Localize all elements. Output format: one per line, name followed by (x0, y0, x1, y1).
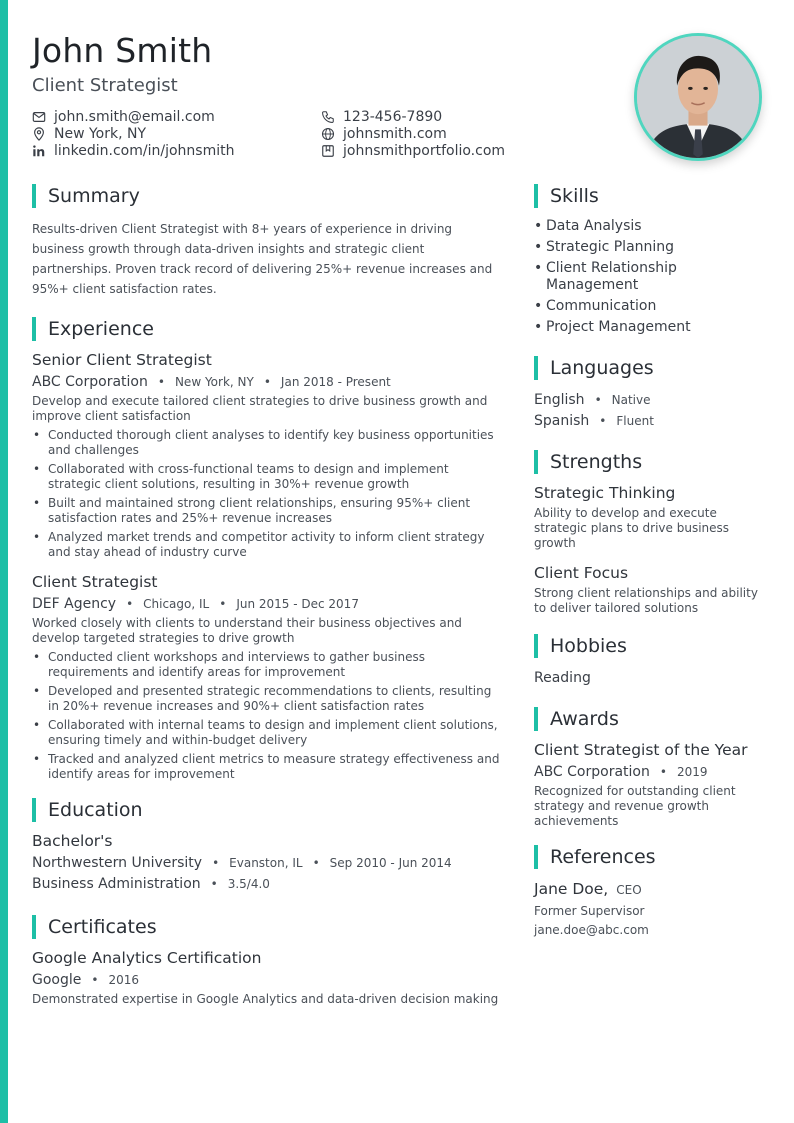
candidate-name: John Smith (32, 31, 213, 70)
separator-dot: • (312, 856, 320, 870)
skills-list (534, 218, 766, 336)
skill-item: • Client Relationship Management (534, 260, 684, 294)
section-title-summary: Summary (32, 184, 502, 208)
section-title-experience: Experience (32, 317, 502, 341)
job-dates: Jun 2015 - Dec 2017 (236, 597, 359, 611)
separator-dot: • (210, 877, 218, 891)
hobby-item (534, 669, 766, 687)
separator-dot: • (599, 414, 607, 428)
certificates-section (32, 915, 502, 1007)
strength-description: Ability to develop and execute strategic plans to drive business growth (534, 506, 730, 550)
portfolio-text: johnsmithportfolio.com (343, 142, 506, 159)
field-of-study: Business Administration (32, 876, 201, 892)
skill-item: • Data Analysis (534, 218, 766, 235)
section-title-awards: Awards (534, 707, 766, 731)
strengths-section (534, 450, 766, 616)
language-row (534, 412, 766, 430)
contact-portfolio[interactable] (321, 142, 541, 159)
awards-section (534, 707, 766, 829)
candidate-role: Client Strategist (32, 75, 178, 96)
list-item: • Built and maintained strong client relationships, ensuring 95%+ client satisfaction rates and 25%+ revenue increases (32, 496, 502, 526)
section-title-certificates: Certificates (32, 915, 502, 939)
left-column (32, 184, 502, 1007)
location-pin-icon (32, 127, 46, 141)
list-item: • Conducted thorough client analyses to identify key business opportunities and challenges (32, 428, 502, 458)
avatar (637, 36, 759, 158)
degree: Bachelor's (32, 832, 113, 850)
website-text: johnsmith.com (343, 125, 447, 142)
gpa: 3.5/4.0 (227, 877, 270, 891)
accent-bar (0, 0, 8, 1123)
hobby-name: Reading (534, 670, 591, 686)
job-entry (32, 350, 502, 560)
experience-section (32, 317, 502, 782)
strength-name: Client Focus (534, 564, 629, 582)
award-meta (534, 763, 766, 781)
education-dates: Sep 2010 - Jun 2014 (329, 856, 452, 870)
award-name: Client Strategist of the Year (534, 741, 748, 759)
job-meta (32, 373, 502, 391)
certificate-meta (32, 971, 502, 989)
certificate-name: Google Analytics Certification (32, 949, 262, 967)
reference-role: Former Supervisor (534, 904, 645, 918)
job-company: DEF Agency (32, 596, 117, 612)
list-item: • Collaborated with cross-functional teams to design and implement strategic client solutions, resulting in 30%+ revenue growth (32, 462, 502, 492)
award-issuer: ABC Corporation (534, 764, 650, 780)
references-section (534, 845, 766, 938)
reference-position: CEO (616, 883, 642, 897)
certificate-description: Demonstrated expertise in Google Analytics and data-driven decision making (32, 992, 499, 1006)
contact-info (32, 108, 532, 159)
reference-name: Jane Doe, (534, 880, 609, 898)
job-location: New York, NY (174, 375, 254, 389)
certificate-year: 2016 (108, 973, 139, 987)
linkedin-icon (32, 144, 46, 158)
language-level: Fluent (616, 414, 654, 428)
globe-icon (321, 127, 335, 141)
phone-icon (321, 110, 335, 124)
education-section (32, 798, 502, 893)
separator-dot: • (219, 597, 227, 611)
linkedin-text: linkedin.com/in/johnsmith (54, 142, 235, 159)
summary-section (32, 184, 502, 299)
school-name: Northwestern University (32, 855, 203, 871)
strength-name: Strategic Thinking (534, 484, 676, 502)
reference-email[interactable]: jane.doe@abc.com (534, 923, 649, 937)
separator-dot: • (659, 765, 667, 779)
education-field-meta (32, 875, 502, 893)
separator-dot: • (91, 973, 99, 987)
list-item: • Collaborated with internal teams to design and implement client solutions, ensuring timely and within-budget delivery (32, 718, 502, 748)
school-location: Evanston, IL (229, 856, 303, 870)
job-bullets (32, 428, 502, 560)
job-bullets (32, 650, 502, 782)
job-meta (32, 595, 502, 613)
location-text: New York, NY (54, 125, 147, 142)
contact-email[interactable] (32, 108, 321, 125)
separator-dot: • (157, 375, 165, 389)
job-entry (32, 572, 502, 782)
skill-item: • Communication (534, 298, 766, 315)
skill-item: • Project Management (534, 319, 766, 336)
education-meta (32, 854, 502, 872)
section-title-strengths: Strengths (534, 450, 766, 474)
separator-dot: • (594, 393, 602, 407)
contact-phone[interactable] (321, 108, 541, 125)
job-description: Worked closely with clients to understand their business objectives and develop targeted strategies to drive growth (32, 616, 462, 645)
portfolio-icon (321, 144, 335, 158)
job-description: Develop and execute tailored client strategies to drive business growth and improve client satisfaction (32, 394, 488, 423)
job-title: Client Strategist (32, 573, 158, 591)
section-title-education: Education (32, 798, 502, 822)
separator-dot: • (212, 856, 220, 870)
language-level: Native (611, 393, 651, 407)
contact-location (32, 125, 321, 142)
language-row (534, 391, 766, 409)
email-text: john.smith@email.com (54, 108, 215, 125)
phone-text: 123-456-7890 (343, 108, 443, 125)
list-item: • Analyzed market trends and competitor activity to inform client strategy and stay ahead of industry curve (32, 530, 502, 560)
skills-section (534, 184, 766, 336)
language-name: English (534, 392, 585, 408)
award-description: Recognized for outstanding client strategy and revenue growth achievements (534, 784, 736, 828)
job-company: ABC Corporation (32, 374, 148, 390)
hobbies-section (534, 634, 766, 687)
language-name: Spanish (534, 413, 590, 429)
profile-photo (634, 33, 762, 161)
resume-header (32, 30, 592, 98)
right-column (534, 184, 766, 938)
award-year: 2019 (676, 765, 708, 779)
mail-icon (32, 110, 46, 124)
reference-header (534, 879, 766, 899)
list-item: • Tracked and analyzed client metrics to measure strategy effectiveness and identify areas for improvement (32, 752, 502, 782)
separator-dot: • (126, 597, 134, 611)
section-title-skills: Skills (534, 184, 766, 208)
job-title: Senior Client Strategist (32, 351, 212, 369)
languages-section (534, 356, 766, 430)
strength-description: Strong client relationships and ability to deliver tailored solutions (534, 586, 758, 615)
certificate-issuer: Google (32, 972, 82, 988)
section-title-hobbies: Hobbies (534, 634, 766, 658)
summary-text: Results-driven Client Strategist with 8+ years of experience in driving business growth through data-driven insights and strategic client partnerships. Proven track record of delivering 25%+ revenue increases and 95%+ client satisfaction rates. (32, 222, 493, 296)
contact-website[interactable] (321, 125, 541, 142)
skill-item: • Strategic Planning (534, 239, 766, 256)
job-dates: Jan 2018 - Present (280, 375, 391, 389)
separator-dot: • (263, 375, 271, 389)
job-location: Chicago, IL (143, 597, 210, 611)
section-title-references: References (534, 845, 766, 869)
list-item: • Conducted client workshops and interviews to gather business requirements and identify areas for improvement (32, 650, 502, 680)
contact-linkedin[interactable] (32, 142, 321, 159)
list-item: • Developed and presented strategic recommendations to clients, resulting in 20%+ revenue increases and 90%+ client satisfaction rates (32, 684, 502, 714)
section-title-languages: Languages (534, 356, 766, 380)
